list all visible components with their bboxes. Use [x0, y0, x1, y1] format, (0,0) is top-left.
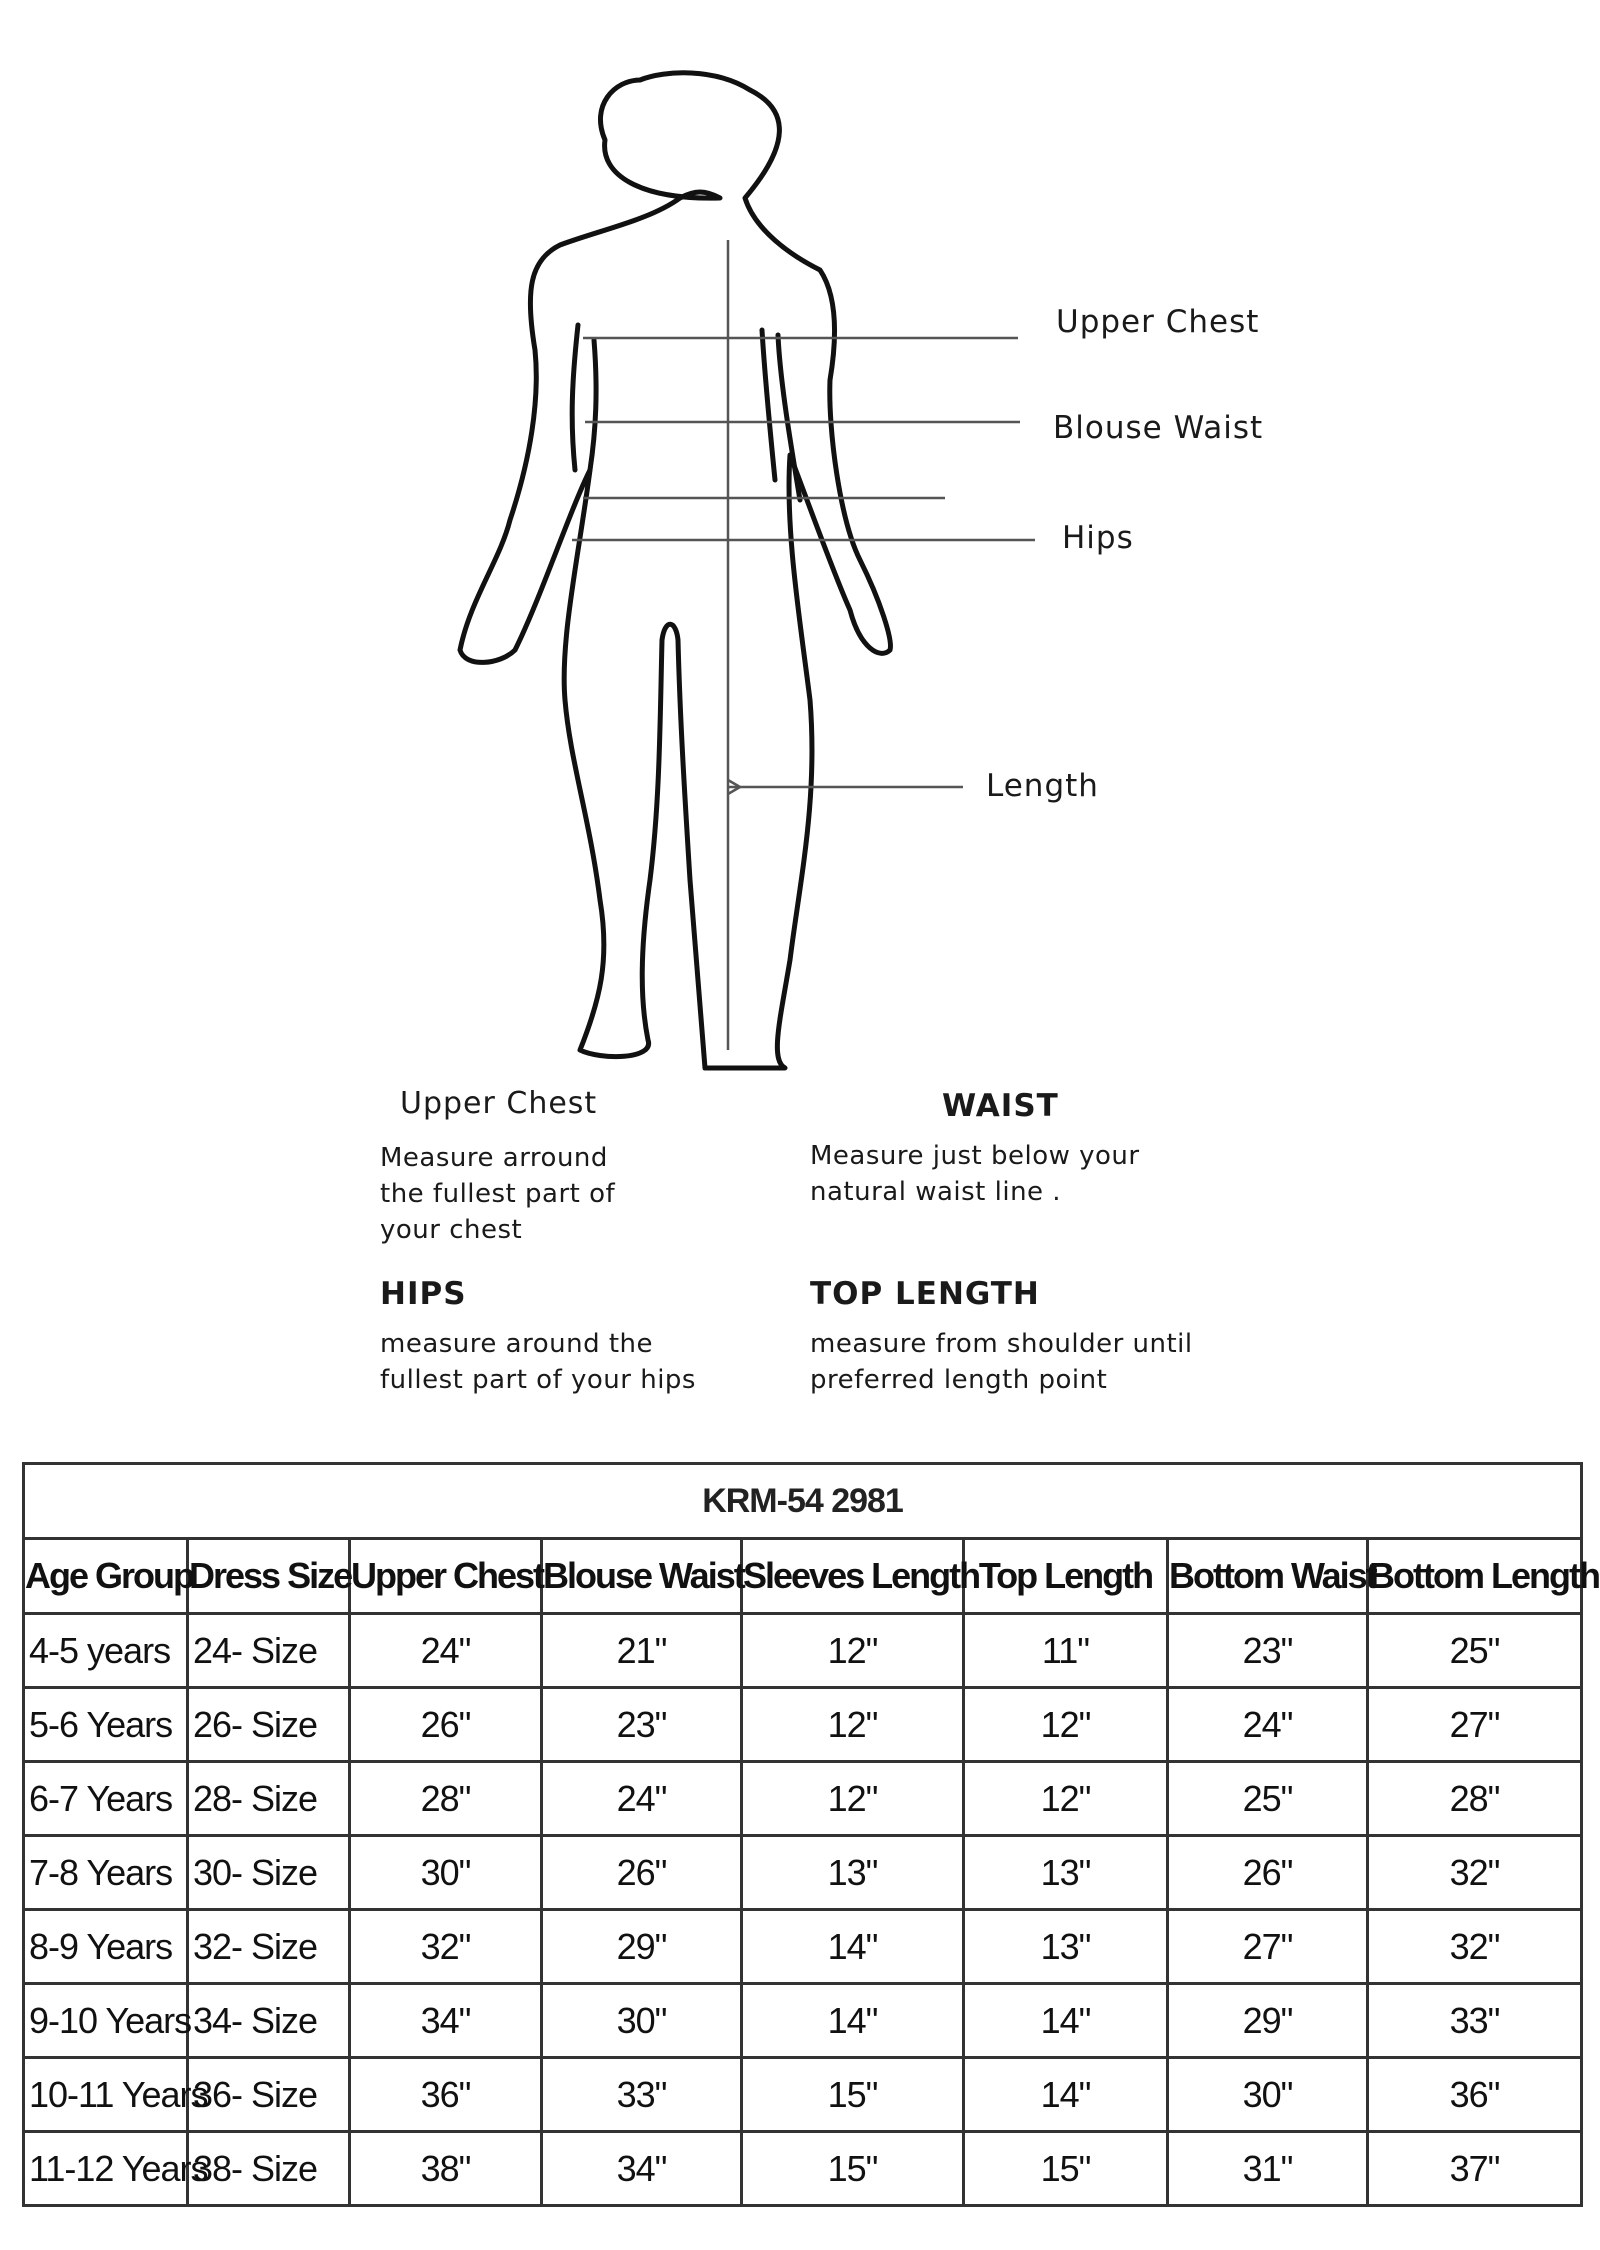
table-row	[24, 1984, 1582, 2058]
cell-bottom-waist: 26"	[1168, 1836, 1368, 1910]
cell-bottom-waist: 30"	[1168, 2058, 1368, 2132]
header-blouse-waist: Blouse Waist	[542, 1539, 742, 1614]
cell-age-group: 8-9 Years	[24, 1910, 188, 1984]
cell-dress-size: 26- Size	[188, 1688, 350, 1762]
cell-dress-size: 24- Size	[188, 1614, 350, 1688]
upper-chest-title: Upper Chest	[400, 1086, 598, 1121]
hips-instructions: measure around the fullest part of your hips	[380, 1329, 696, 1395]
cell-blouse-waist: 26"	[542, 1836, 742, 1910]
table-row	[24, 1910, 1582, 1984]
header-upper-chest: Upper Chest	[350, 1539, 542, 1614]
table-row	[24, 2132, 1582, 2206]
cell-blouse-waist: 34"	[542, 2132, 742, 2206]
cell-blouse-waist: 24"	[542, 1762, 742, 1836]
cell-upper-chest: 28"	[350, 1762, 542, 1836]
cell-bottom-length: 33"	[1368, 1984, 1582, 2058]
cell-bottom-length: 27"	[1368, 1688, 1582, 1762]
cell-blouse-waist: 23"	[542, 1688, 742, 1762]
cell-sleeves-length: 12"	[742, 1614, 964, 1688]
cell-bottom-waist: 24"	[1168, 1688, 1368, 1762]
cell-sleeves-length: 14"	[742, 1910, 964, 1984]
cell-top-length: 11"	[964, 1614, 1168, 1688]
cell-sleeves-length: 15"	[742, 2058, 964, 2132]
cell-bottom-waist: 25"	[1168, 1762, 1368, 1836]
cell-upper-chest: 26"	[350, 1688, 542, 1762]
waist-title: WAIST	[942, 1088, 1059, 1124]
table-row	[24, 1836, 1582, 1910]
cell-age-group: 4-5 years	[24, 1614, 188, 1688]
cell-dress-size: 36- Size	[188, 2058, 350, 2132]
cell-bottom-length: 28"	[1368, 1762, 1582, 1836]
cell-blouse-waist: 29"	[542, 1910, 742, 1984]
cell-dress-size: 34- Size	[188, 1984, 350, 2058]
cell-sleeves-length: 15"	[742, 2132, 964, 2206]
cell-bottom-length: 32"	[1368, 1836, 1582, 1910]
cell-age-group: 5-6 Years	[24, 1688, 188, 1762]
cell-upper-chest: 38"	[350, 2132, 542, 2206]
cell-top-length: 12"	[964, 1688, 1168, 1762]
cell-sleeves-length: 12"	[742, 1688, 964, 1762]
cell-upper-chest: 36"	[350, 2058, 542, 2132]
cell-upper-chest: 32"	[350, 1910, 542, 1984]
label-length: Length	[986, 768, 1099, 804]
cell-bottom-length: 25"	[1368, 1614, 1582, 1688]
hips-title: HIPS	[380, 1276, 467, 1312]
label-upper-chest: Upper Chest	[1056, 304, 1260, 340]
cell-top-length: 13"	[964, 1910, 1168, 1984]
table-body	[24, 1614, 1582, 2206]
top-length-instructions: measure from shoulder until preferred length point	[810, 1329, 1193, 1395]
cell-bottom-waist: 23"	[1168, 1614, 1368, 1688]
cell-sleeves-length: 14"	[742, 1984, 964, 2058]
cell-age-group: 6-7 Years	[24, 1762, 188, 1836]
label-hips: Hips	[1062, 520, 1134, 556]
header-sleeves-length: Sleeves Length	[742, 1539, 964, 1614]
cell-blouse-waist: 21"	[542, 1614, 742, 1688]
cell-dress-size: 30- Size	[188, 1836, 350, 1910]
waist-instructions: Measure just below your natural waist line .	[810, 1141, 1140, 1207]
cell-top-length: 14"	[964, 1984, 1168, 2058]
cell-age-group: 7-8 Years	[24, 1836, 188, 1910]
cell-upper-chest: 30"	[350, 1836, 542, 1910]
cell-top-length: 13"	[964, 1836, 1168, 1910]
cell-age-group: 11-12 Years	[24, 2132, 188, 2206]
cell-dress-size: 38- Size	[188, 2132, 350, 2206]
header-bottom-waist: Bottom Waist	[1168, 1539, 1368, 1614]
cell-bottom-length: 36"	[1368, 2058, 1582, 2132]
header-top-length: Top Length	[964, 1539, 1168, 1614]
top-length-title: TOP LENGTH	[810, 1276, 1040, 1312]
header-bottom-length: Bottom Length	[1368, 1539, 1582, 1614]
left-arm-inner	[572, 325, 578, 470]
cell-bottom-length: 37"	[1368, 2132, 1582, 2206]
cell-upper-chest: 34"	[350, 1984, 542, 2058]
cell-blouse-waist: 33"	[542, 2058, 742, 2132]
cell-top-length: 15"	[964, 2132, 1168, 2206]
cell-blouse-waist: 30"	[542, 1984, 742, 2058]
table-title: KRM-54 2981	[24, 1464, 1582, 1539]
cell-age-group: 10-11 Years	[24, 2058, 188, 2132]
body-outline	[460, 73, 890, 1068]
cell-bottom-waist: 27"	[1168, 1910, 1368, 1984]
table-row	[24, 2058, 1582, 2132]
cell-bottom-waist: 29"	[1168, 1984, 1368, 2058]
cell-sleeves-length: 13"	[742, 1836, 964, 1910]
header-age-group: Age Group	[24, 1539, 188, 1614]
cell-dress-size: 28- Size	[188, 1762, 350, 1836]
header-dress-size: Dress Size	[188, 1539, 350, 1614]
table-row	[24, 1614, 1582, 1688]
cell-upper-chest: 24"	[350, 1614, 542, 1688]
table-header-row	[24, 1539, 1582, 1614]
cell-top-length: 12"	[964, 1762, 1168, 1836]
cell-age-group: 9-10 Years	[24, 1984, 188, 2058]
size-chart-table	[22, 1462, 1599, 2207]
table-row	[24, 1762, 1582, 1836]
cell-top-length: 14"	[964, 2058, 1168, 2132]
upper-chest-instructions: Measure arround the fullest part of your chest	[380, 1143, 616, 1245]
table-row	[24, 1688, 1582, 1762]
label-blouse-waist: Blouse Waist	[1053, 410, 1264, 446]
table-title-row	[24, 1464, 1582, 1539]
right-arm-inner	[762, 330, 775, 480]
cell-bottom-length: 32"	[1368, 1910, 1582, 1984]
cell-dress-size: 32- Size	[188, 1910, 350, 1984]
cell-sleeves-length: 12"	[742, 1762, 964, 1836]
left-arm-inner-2	[590, 340, 596, 470]
cell-bottom-waist: 31"	[1168, 2132, 1368, 2206]
